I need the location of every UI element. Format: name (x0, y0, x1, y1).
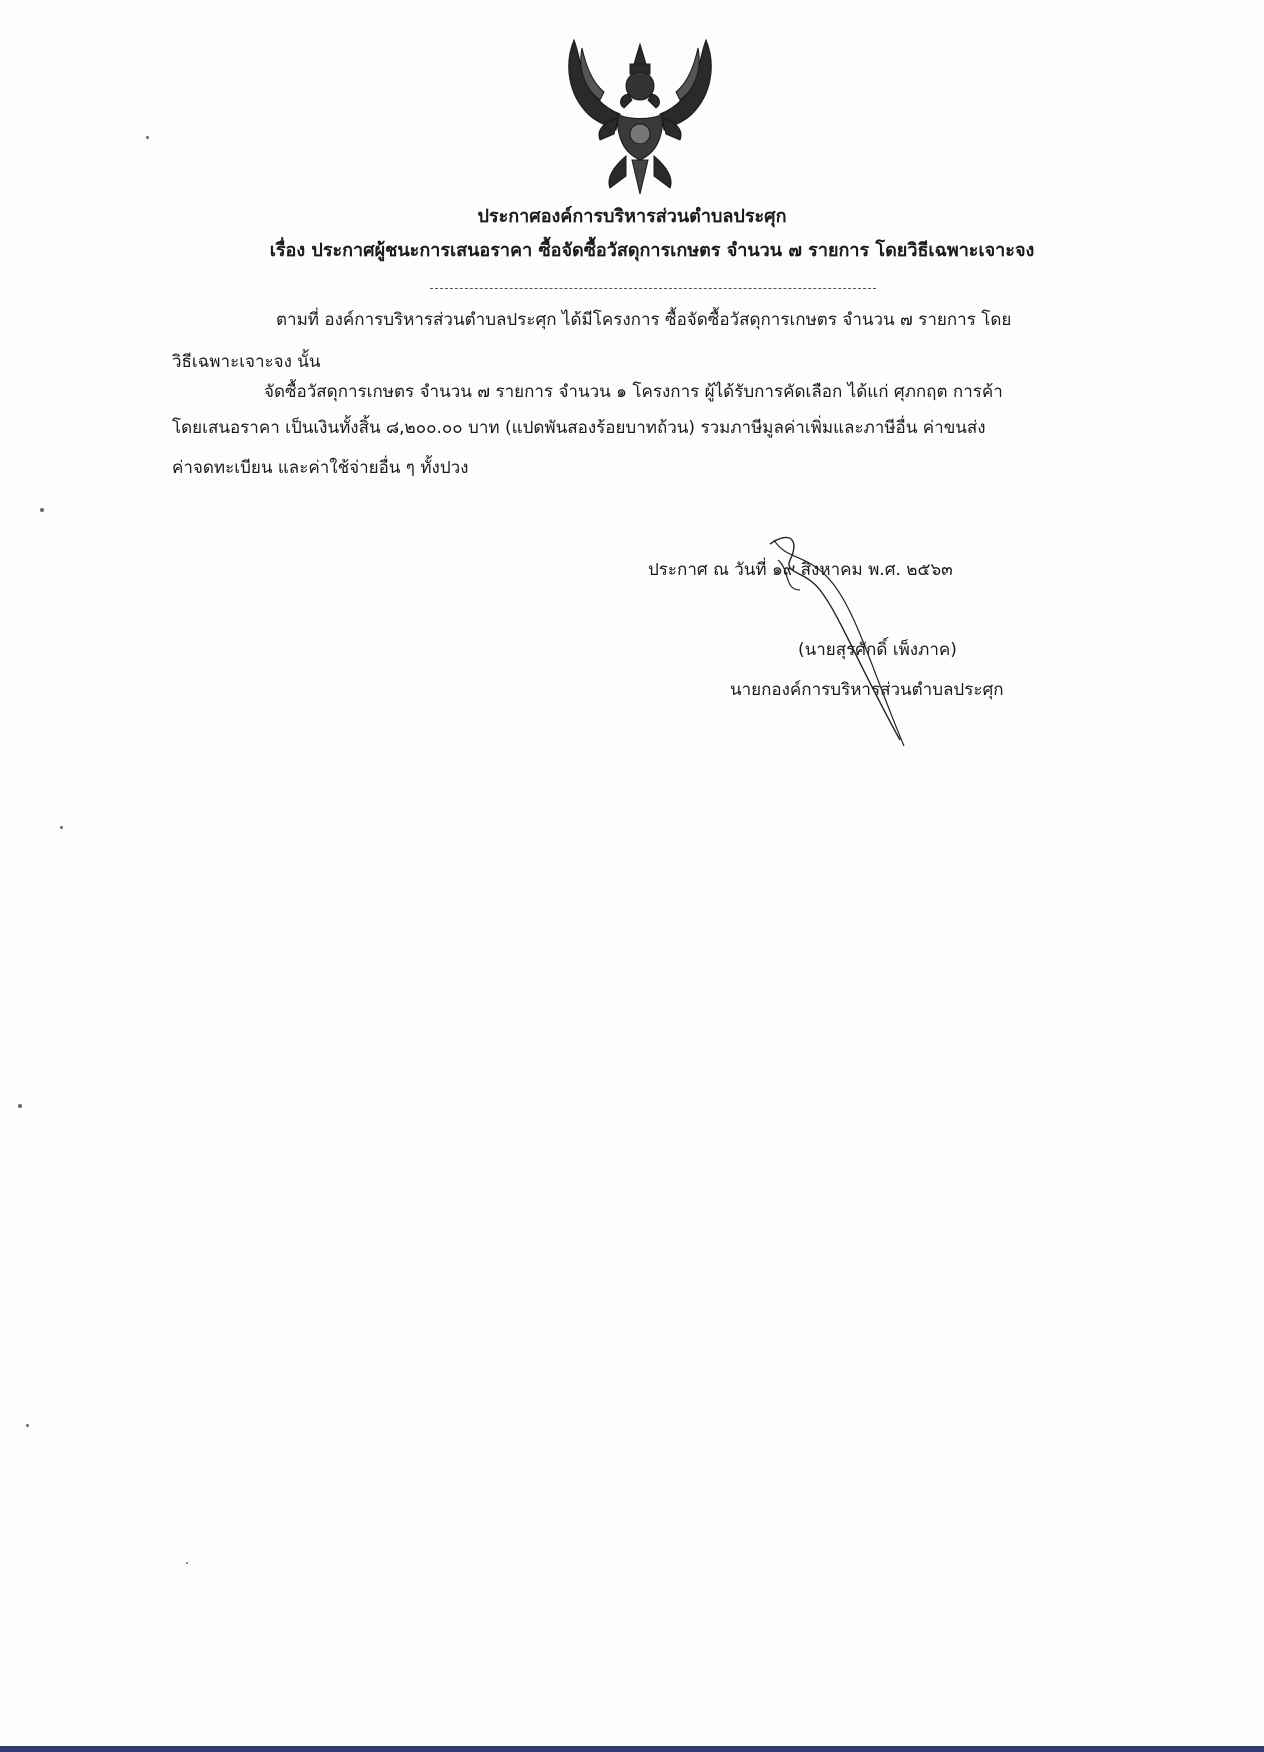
scan-speck (40, 508, 44, 512)
document-header-subject: เรื่อง ประกาศผู้ชนะการเสนอราคา ซื้อจัดซื้อวัสดุการเกษตร จำนวน ๗ รายการ โดยวิธีเฉพาะเจาะจง (269, 240, 1035, 261)
body-line-4: โดยเสนอราคา เป็นเงินทั้งสิ้น ๘,๒๐๐.๐๐ บาท (แปดพันสองร้อยบาทถ้วน) รวมภาษีมูลค่าเพิ่มและภาษีอื่น ค่าขนส่ง (172, 418, 986, 438)
scan-speck (18, 1104, 22, 1108)
body-line-5: ค่าจดทะเบียน และค่าใช้จ่ายอื่น ๆ ทั้งปวง (172, 458, 469, 478)
header-divider (430, 288, 876, 289)
scan-speck (26, 1424, 29, 1427)
scan-speck (146, 136, 149, 139)
announcement-date: ประกาศ ณ วันที่ ๑๙ สิงหาคม พ.ศ. ๒๕๖๓ (648, 560, 953, 580)
garuda-emblem-icon (560, 34, 720, 200)
body-line-2: วิธีเฉพาะเจาะจง นั้น (172, 352, 321, 372)
document-header-organization: ประกาศองค์การบริหารส่วนตำบลประศุก (477, 206, 787, 227)
scan-bottom-edge (0, 1746, 1264, 1752)
scan-speck (186, 1562, 188, 1564)
signer-name: (นายสุรศักดิ์ เพ็งภาค) (798, 640, 957, 660)
scan-speck (60, 826, 63, 829)
body-line-1: ตามที่ องค์การบริหารส่วนตำบลประศุก ได้มีโครงการ ซื้อจัดซื้อวัสดุการเกษตร จำนวน ๗ รายการ โดย (276, 310, 1012, 330)
body-line-3: จัดซื้อวัสดุการเกษตร จำนวน ๗ รายการ จำนวน ๑ โครงการ ผู้ได้รับการคัดเลือก ได้แก่ ศุภกฤต การค้า (264, 382, 1003, 402)
signer-title: นายกองค์การบริหารส่วนตำบลประศุก (730, 680, 1004, 700)
